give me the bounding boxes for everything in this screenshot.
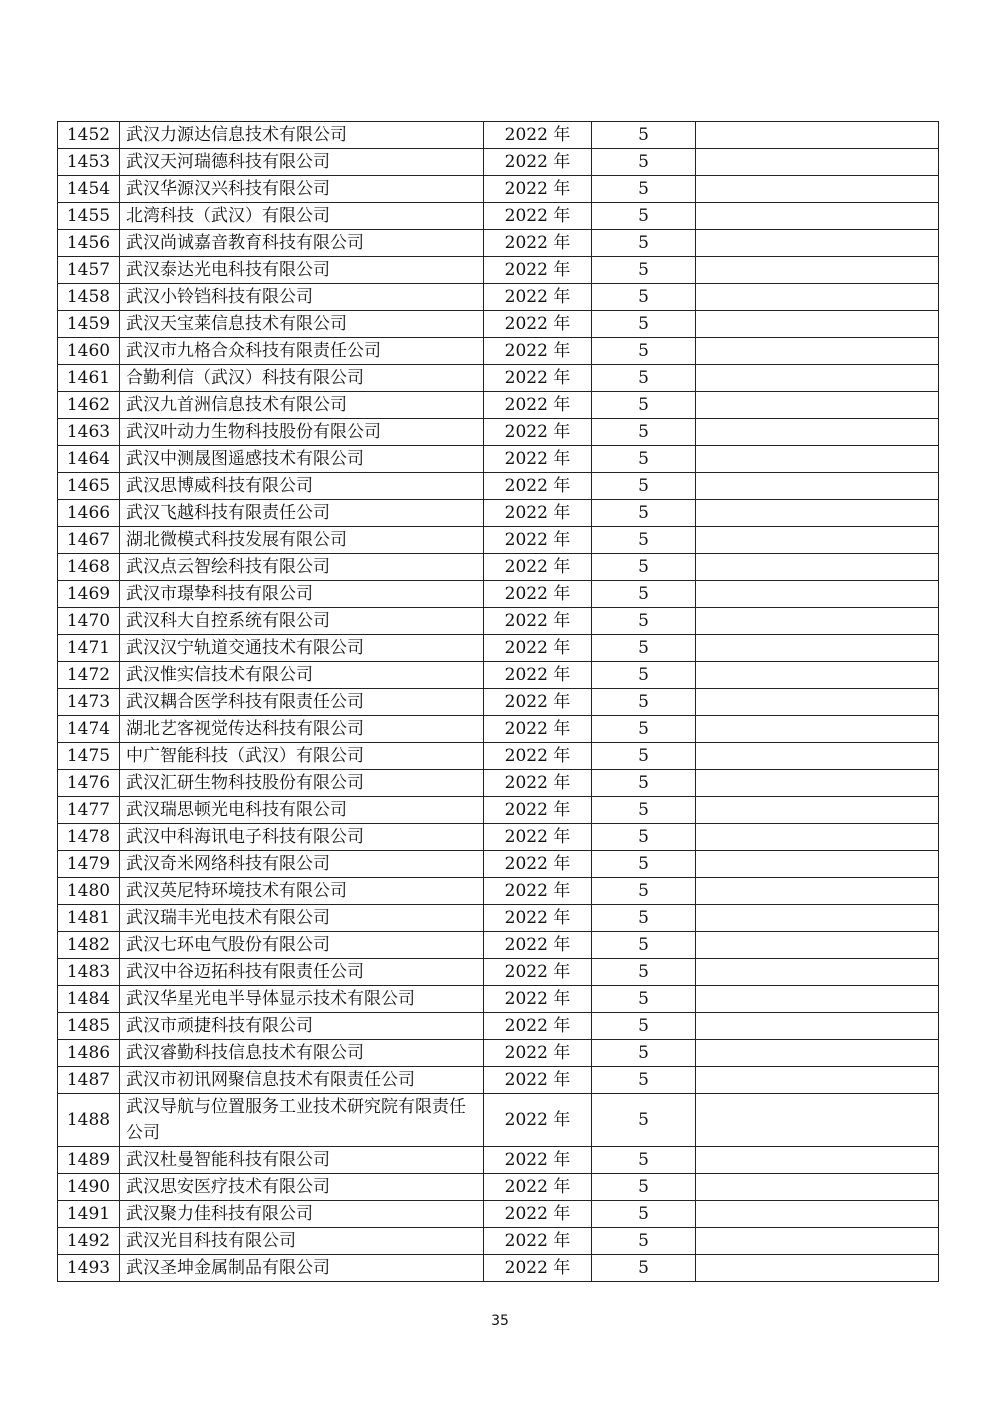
row-number-cell: 1489 bbox=[58, 1147, 120, 1174]
table-row bbox=[58, 581, 939, 608]
company-name-cell: 武汉市顽捷科技有限公司 bbox=[120, 1013, 484, 1040]
row-number-cell: 1475 bbox=[58, 743, 120, 770]
row-number-cell: 1491 bbox=[58, 1201, 120, 1228]
table-row bbox=[58, 230, 939, 257]
year-cell: 2022 年 bbox=[484, 1094, 592, 1147]
row-number-cell: 1467 bbox=[58, 527, 120, 554]
year-cell: 2022 年 bbox=[484, 797, 592, 824]
note-cell bbox=[696, 689, 939, 716]
row-number-cell: 1454 bbox=[58, 176, 120, 203]
table-row bbox=[58, 122, 939, 149]
company-name-cell: 武汉市璟挚科技有限公司 bbox=[120, 581, 484, 608]
table-row bbox=[58, 203, 939, 230]
table-row bbox=[58, 311, 939, 338]
score-cell: 5 bbox=[592, 1067, 696, 1094]
company-name-cell: 武汉点云智绘科技有限公司 bbox=[120, 554, 484, 581]
score-cell: 5 bbox=[592, 149, 696, 176]
table-row bbox=[58, 851, 939, 878]
note-cell bbox=[696, 716, 939, 743]
note-cell bbox=[696, 149, 939, 176]
company-name-cell: 武汉杜曼智能科技有限公司 bbox=[120, 1147, 484, 1174]
score-cell: 5 bbox=[592, 1094, 696, 1147]
company-name-cell: 武汉睿勤科技信息技术有限公司 bbox=[120, 1040, 484, 1067]
note-cell bbox=[696, 743, 939, 770]
note-cell bbox=[696, 986, 939, 1013]
year-cell: 2022 年 bbox=[484, 122, 592, 149]
year-cell: 2022 年 bbox=[484, 932, 592, 959]
note-cell bbox=[696, 1255, 939, 1282]
year-cell: 2022 年 bbox=[484, 959, 592, 986]
table-row bbox=[58, 257, 939, 284]
row-number-cell: 1493 bbox=[58, 1255, 120, 1282]
year-cell: 2022 年 bbox=[484, 851, 592, 878]
table-body bbox=[58, 122, 939, 1282]
row-number-cell: 1480 bbox=[58, 878, 120, 905]
note-cell bbox=[696, 1094, 939, 1147]
company-name-cell: 武汉思安医疗技术有限公司 bbox=[120, 1174, 484, 1201]
table-row bbox=[58, 986, 939, 1013]
score-cell: 5 bbox=[592, 554, 696, 581]
table-row bbox=[58, 635, 939, 662]
note-cell bbox=[696, 527, 939, 554]
score-cell: 5 bbox=[592, 959, 696, 986]
year-cell: 2022 年 bbox=[484, 986, 592, 1013]
row-number-cell: 1466 bbox=[58, 500, 120, 527]
row-number-cell: 1464 bbox=[58, 446, 120, 473]
company-name-cell: 湖北艺客视觉传达科技有限公司 bbox=[120, 716, 484, 743]
score-cell: 5 bbox=[592, 662, 696, 689]
table-row bbox=[58, 797, 939, 824]
row-number-cell: 1469 bbox=[58, 581, 120, 608]
table-row bbox=[58, 527, 939, 554]
table-row bbox=[58, 1094, 939, 1147]
table-row bbox=[58, 1228, 939, 1255]
table-row bbox=[58, 473, 939, 500]
table-row bbox=[58, 149, 939, 176]
note-cell bbox=[696, 905, 939, 932]
company-name-cell: 武汉飞越科技有限责任公司 bbox=[120, 500, 484, 527]
year-cell: 2022 年 bbox=[484, 1067, 592, 1094]
score-cell: 5 bbox=[592, 770, 696, 797]
year-cell: 2022 年 bbox=[484, 743, 592, 770]
company-name-cell: 武汉小铃铛科技有限公司 bbox=[120, 284, 484, 311]
table-row bbox=[58, 284, 939, 311]
row-number-cell: 1471 bbox=[58, 635, 120, 662]
table-row bbox=[58, 1067, 939, 1094]
table-row bbox=[58, 1174, 939, 1201]
year-cell: 2022 年 bbox=[484, 608, 592, 635]
score-cell: 5 bbox=[592, 905, 696, 932]
note-cell bbox=[696, 878, 939, 905]
note-cell bbox=[696, 230, 939, 257]
table-row bbox=[58, 905, 939, 932]
table-row bbox=[58, 689, 939, 716]
score-cell: 5 bbox=[592, 878, 696, 905]
year-cell: 2022 年 bbox=[484, 1255, 592, 1282]
row-number-cell: 1456 bbox=[58, 230, 120, 257]
year-cell: 2022 年 bbox=[484, 1201, 592, 1228]
year-cell: 2022 年 bbox=[484, 176, 592, 203]
table-row bbox=[58, 770, 939, 797]
year-cell: 2022 年 bbox=[484, 716, 592, 743]
table-row bbox=[58, 662, 939, 689]
company-name-cell: 中广智能科技（武汉）有限公司 bbox=[120, 743, 484, 770]
score-cell: 5 bbox=[592, 716, 696, 743]
row-number-cell: 1473 bbox=[58, 689, 120, 716]
table-row bbox=[58, 1255, 939, 1282]
row-number-cell: 1479 bbox=[58, 851, 120, 878]
company-name-cell: 武汉天河瑞德科技有限公司 bbox=[120, 149, 484, 176]
company-name-cell: 武汉中谷迈拓科技有限责任公司 bbox=[120, 959, 484, 986]
year-cell: 2022 年 bbox=[484, 500, 592, 527]
row-number-cell: 1476 bbox=[58, 770, 120, 797]
row-number-cell: 1465 bbox=[58, 473, 120, 500]
row-number-cell: 1459 bbox=[58, 311, 120, 338]
note-cell bbox=[696, 1174, 939, 1201]
score-cell: 5 bbox=[592, 581, 696, 608]
score-cell: 5 bbox=[592, 608, 696, 635]
row-number-cell: 1482 bbox=[58, 932, 120, 959]
score-cell: 5 bbox=[592, 1013, 696, 1040]
row-number-cell: 1452 bbox=[58, 122, 120, 149]
note-cell bbox=[696, 311, 939, 338]
score-cell: 5 bbox=[592, 851, 696, 878]
table-row bbox=[58, 608, 939, 635]
row-number-cell: 1484 bbox=[58, 986, 120, 1013]
note-cell bbox=[696, 959, 939, 986]
note-cell bbox=[696, 797, 939, 824]
row-number-cell: 1462 bbox=[58, 392, 120, 419]
page-number: 35 bbox=[491, 1313, 509, 1329]
company-name-cell: 武汉瑞丰光电技术有限公司 bbox=[120, 905, 484, 932]
year-cell: 2022 年 bbox=[484, 284, 592, 311]
company-name-cell: 武汉思博威科技有限公司 bbox=[120, 473, 484, 500]
row-number-cell: 1486 bbox=[58, 1040, 120, 1067]
year-cell: 2022 年 bbox=[484, 581, 592, 608]
note-cell bbox=[696, 824, 939, 851]
score-cell: 5 bbox=[592, 1201, 696, 1228]
note-cell bbox=[696, 581, 939, 608]
note-cell bbox=[696, 284, 939, 311]
score-cell: 5 bbox=[592, 473, 696, 500]
note-cell bbox=[696, 176, 939, 203]
year-cell: 2022 年 bbox=[484, 338, 592, 365]
year-cell: 2022 年 bbox=[484, 662, 592, 689]
note-cell bbox=[696, 635, 939, 662]
note-cell bbox=[696, 122, 939, 149]
row-number-cell: 1472 bbox=[58, 662, 120, 689]
note-cell bbox=[696, 392, 939, 419]
year-cell: 2022 年 bbox=[484, 1147, 592, 1174]
row-number-cell: 1488 bbox=[58, 1094, 120, 1147]
company-name-cell: 武汉瑞思顿光电科技有限公司 bbox=[120, 797, 484, 824]
row-number-cell: 1474 bbox=[58, 716, 120, 743]
note-cell bbox=[696, 770, 939, 797]
company-name-cell: 武汉汉宁轨道交通技术有限公司 bbox=[120, 635, 484, 662]
year-cell: 2022 年 bbox=[484, 257, 592, 284]
score-cell: 5 bbox=[592, 527, 696, 554]
company-name-cell: 武汉天宝莱信息技术有限公司 bbox=[120, 311, 484, 338]
score-cell: 5 bbox=[592, 635, 696, 662]
year-cell: 2022 年 bbox=[484, 1174, 592, 1201]
table-row bbox=[58, 1040, 939, 1067]
year-cell: 2022 年 bbox=[484, 527, 592, 554]
company-name-cell: 武汉光目科技有限公司 bbox=[120, 1228, 484, 1255]
row-number-cell: 1483 bbox=[58, 959, 120, 986]
year-cell: 2022 年 bbox=[484, 392, 592, 419]
note-cell bbox=[696, 1201, 939, 1228]
score-cell: 5 bbox=[592, 203, 696, 230]
year-cell: 2022 年 bbox=[484, 446, 592, 473]
table-row bbox=[58, 1013, 939, 1040]
note-cell bbox=[696, 932, 939, 959]
table-row bbox=[58, 1201, 939, 1228]
score-cell: 5 bbox=[592, 284, 696, 311]
score-cell: 5 bbox=[592, 419, 696, 446]
note-cell bbox=[696, 554, 939, 581]
year-cell: 2022 年 bbox=[484, 1013, 592, 1040]
row-number-cell: 1455 bbox=[58, 203, 120, 230]
table-row bbox=[58, 419, 939, 446]
score-cell: 5 bbox=[592, 1228, 696, 1255]
company-name-cell: 合勤利信（武汉）科技有限公司 bbox=[120, 365, 484, 392]
note-cell bbox=[696, 1067, 939, 1094]
company-name-cell: 武汉中科海讯电子科技有限公司 bbox=[120, 824, 484, 851]
year-cell: 2022 年 bbox=[484, 824, 592, 851]
year-cell: 2022 年 bbox=[484, 689, 592, 716]
table-row bbox=[58, 176, 939, 203]
company-name-cell: 武汉中测晟图遥感技术有限公司 bbox=[120, 446, 484, 473]
year-cell: 2022 年 bbox=[484, 1040, 592, 1067]
score-cell: 5 bbox=[592, 743, 696, 770]
row-number-cell: 1490 bbox=[58, 1174, 120, 1201]
table-row bbox=[58, 932, 939, 959]
note-cell bbox=[696, 500, 939, 527]
note-cell bbox=[696, 365, 939, 392]
row-number-cell: 1478 bbox=[58, 824, 120, 851]
row-number-cell: 1461 bbox=[58, 365, 120, 392]
year-cell: 2022 年 bbox=[484, 473, 592, 500]
year-cell: 2022 年 bbox=[484, 203, 592, 230]
year-cell: 2022 年 bbox=[484, 311, 592, 338]
note-cell bbox=[696, 473, 939, 500]
year-cell: 2022 年 bbox=[484, 770, 592, 797]
score-cell: 5 bbox=[592, 176, 696, 203]
company-name-cell: 武汉华星光电半导体显示技术有限公司 bbox=[120, 986, 484, 1013]
row-number-cell: 1457 bbox=[58, 257, 120, 284]
row-number-cell: 1487 bbox=[58, 1067, 120, 1094]
company-name-cell: 武汉叶动力生物科技股份有限公司 bbox=[120, 419, 484, 446]
year-cell: 2022 年 bbox=[484, 878, 592, 905]
table-row bbox=[58, 446, 939, 473]
table-row bbox=[58, 716, 939, 743]
company-name-cell: 武汉市初讯网聚信息技术有限责任公司 bbox=[120, 1067, 484, 1094]
year-cell: 2022 年 bbox=[484, 230, 592, 257]
company-name-cell: 武汉七环电气股份有限公司 bbox=[120, 932, 484, 959]
company-name-cell: 武汉圣坤金属制品有限公司 bbox=[120, 1255, 484, 1282]
year-cell: 2022 年 bbox=[484, 419, 592, 446]
table-row bbox=[58, 554, 939, 581]
note-cell bbox=[696, 338, 939, 365]
row-number-cell: 1481 bbox=[58, 905, 120, 932]
score-cell: 5 bbox=[592, 338, 696, 365]
score-cell: 5 bbox=[592, 689, 696, 716]
table-row bbox=[58, 878, 939, 905]
table-row bbox=[58, 959, 939, 986]
row-number-cell: 1460 bbox=[58, 338, 120, 365]
note-cell bbox=[696, 203, 939, 230]
score-cell: 5 bbox=[592, 1255, 696, 1282]
score-cell: 5 bbox=[592, 230, 696, 257]
row-number-cell: 1470 bbox=[58, 608, 120, 635]
company-name-cell: 武汉尚诚嘉音教育科技有限公司 bbox=[120, 230, 484, 257]
table-row bbox=[58, 365, 939, 392]
company-name-cell: 武汉华源汉兴科技有限公司 bbox=[120, 176, 484, 203]
company-name-cell: 武汉科大自控系统有限公司 bbox=[120, 608, 484, 635]
company-name-cell: 武汉导航与位置服务工业技术研究院有限责任公司 bbox=[120, 1094, 484, 1147]
note-cell bbox=[696, 257, 939, 284]
row-number-cell: 1477 bbox=[58, 797, 120, 824]
score-cell: 5 bbox=[592, 797, 696, 824]
score-cell: 5 bbox=[592, 257, 696, 284]
note-cell bbox=[696, 1013, 939, 1040]
company-name-cell: 武汉市九格合众科技有限责任公司 bbox=[120, 338, 484, 365]
note-cell bbox=[696, 662, 939, 689]
note-cell bbox=[696, 1147, 939, 1174]
score-cell: 5 bbox=[592, 446, 696, 473]
year-cell: 2022 年 bbox=[484, 149, 592, 176]
year-cell: 2022 年 bbox=[484, 365, 592, 392]
table-row bbox=[58, 1147, 939, 1174]
table-row bbox=[58, 500, 939, 527]
company-name-cell: 武汉汇研生物科技股份有限公司 bbox=[120, 770, 484, 797]
year-cell: 2022 年 bbox=[484, 1228, 592, 1255]
row-number-cell: 1463 bbox=[58, 419, 120, 446]
note-cell bbox=[696, 419, 939, 446]
note-cell bbox=[696, 1228, 939, 1255]
score-cell: 5 bbox=[592, 500, 696, 527]
company-name-cell: 湖北微模式科技发展有限公司 bbox=[120, 527, 484, 554]
score-cell: 5 bbox=[592, 122, 696, 149]
year-cell: 2022 年 bbox=[484, 635, 592, 662]
company-name-cell: 武汉九首洲信息技术有限公司 bbox=[120, 392, 484, 419]
score-cell: 5 bbox=[592, 365, 696, 392]
row-number-cell: 1453 bbox=[58, 149, 120, 176]
company-name-cell: 武汉耦合医学科技有限责任公司 bbox=[120, 689, 484, 716]
year-cell: 2022 年 bbox=[484, 554, 592, 581]
company-name-cell: 武汉奇米网络科技有限公司 bbox=[120, 851, 484, 878]
company-table bbox=[57, 121, 939, 1282]
year-cell: 2022 年 bbox=[484, 905, 592, 932]
score-cell: 5 bbox=[592, 311, 696, 338]
row-number-cell: 1468 bbox=[58, 554, 120, 581]
note-cell bbox=[696, 608, 939, 635]
company-name-cell: 武汉聚力佳科技有限公司 bbox=[120, 1201, 484, 1228]
score-cell: 5 bbox=[592, 824, 696, 851]
table-row bbox=[58, 743, 939, 770]
note-cell bbox=[696, 851, 939, 878]
score-cell: 5 bbox=[592, 1174, 696, 1201]
table-row bbox=[58, 392, 939, 419]
company-name-cell: 武汉英尼特环境技术有限公司 bbox=[120, 878, 484, 905]
note-cell bbox=[696, 446, 939, 473]
row-number-cell: 1492 bbox=[58, 1228, 120, 1255]
table-row bbox=[58, 824, 939, 851]
score-cell: 5 bbox=[592, 932, 696, 959]
score-cell: 5 bbox=[592, 1040, 696, 1067]
company-name-cell: 武汉力源达信息技术有限公司 bbox=[120, 122, 484, 149]
company-name-cell: 武汉惟实信技术有限公司 bbox=[120, 662, 484, 689]
row-number-cell: 1485 bbox=[58, 1013, 120, 1040]
score-cell: 5 bbox=[592, 392, 696, 419]
note-cell bbox=[696, 1040, 939, 1067]
row-number-cell: 1458 bbox=[58, 284, 120, 311]
company-name-cell: 北湾科技（武汉）有限公司 bbox=[120, 203, 484, 230]
table-row bbox=[58, 338, 939, 365]
company-name-cell: 武汉泰达光电科技有限公司 bbox=[120, 257, 484, 284]
score-cell: 5 bbox=[592, 1147, 696, 1174]
score-cell: 5 bbox=[592, 986, 696, 1013]
